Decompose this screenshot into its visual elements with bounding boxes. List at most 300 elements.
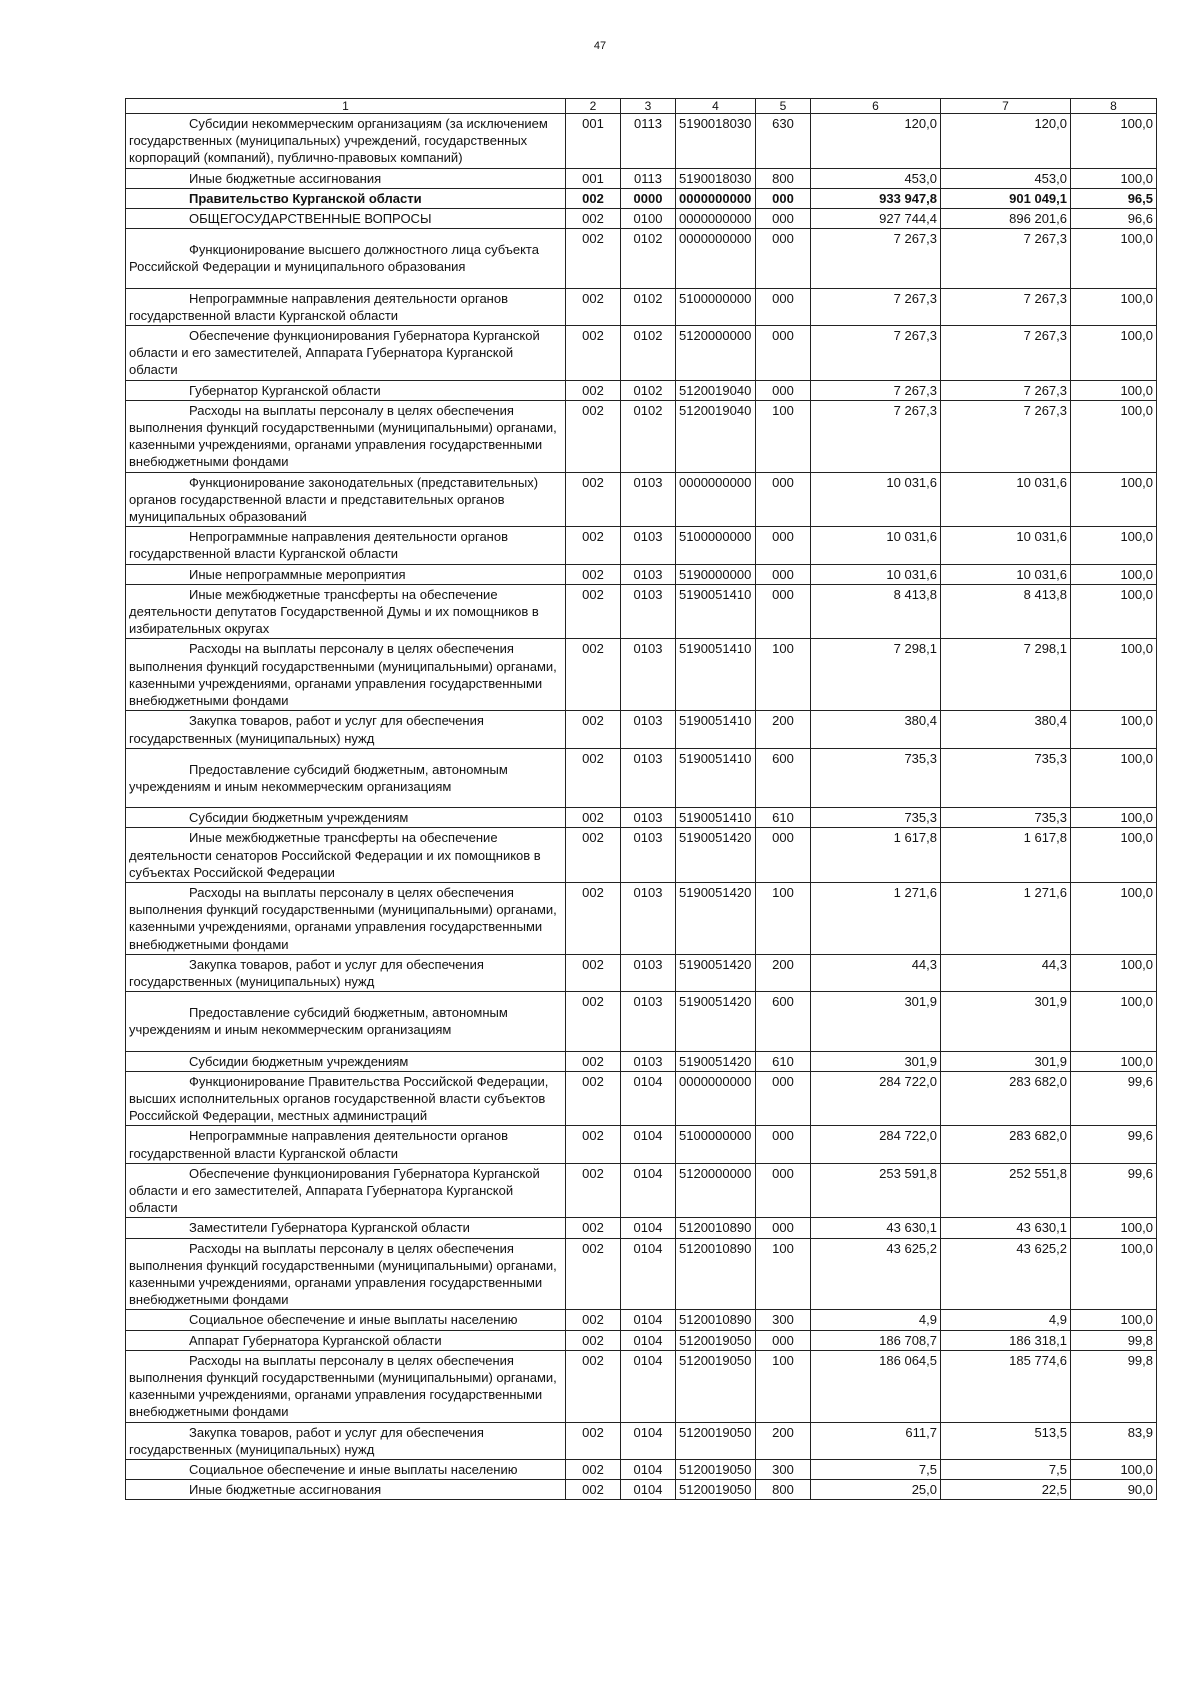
row-ministry-code: 002 [566,288,621,325]
row-executed: 453,0 [941,168,1071,188]
row-section-code: 0103 [621,564,676,584]
row-percent: 100,0 [1071,954,1157,991]
row-ministry-code: 002 [566,1238,621,1310]
row-planned: 7,5 [811,1460,941,1480]
header-cell: 3 [621,99,676,114]
row-expense-type: 300 [756,1310,811,1330]
row-ministry-code: 002 [566,1310,621,1330]
row-planned: 1 617,8 [811,828,941,883]
row-executed: 735,3 [941,808,1071,828]
row-percent: 100,0 [1071,1460,1157,1480]
row-target-code: 5120019040 [676,400,756,472]
row-name: Непрограммные направления деятельности органов государственной власти Курганской области [126,1126,566,1163]
row-section-code: 0103 [621,882,676,954]
row-section-code: 0100 [621,209,676,229]
row-planned: 43 625,2 [811,1238,941,1310]
row-planned: 7 267,3 [811,380,941,400]
row-name: Расходы на выплаты персоналу в целях обеспечения выполнения функций государственными (муниципальными) органами, казенными учреждениями, органами управления государственными внебюджетными фондами [126,1350,566,1422]
row-name: Правительство Курганской области [126,188,566,208]
row-name: Субсидии некоммерческим организациям (за исключением государственных (муниципальных) учреждений, государственных корпораций (компаний), публично-правовых компаний) [126,114,566,169]
row-percent: 100,0 [1071,808,1157,828]
page-number: 47 [593,40,607,52]
row-target-code: 5120019050 [676,1330,756,1350]
row-name: Предоставление субсидий бюджетным, автономным учреждениям и иным некоммерческим организациям [126,748,566,807]
row-percent: 83,9 [1071,1422,1157,1459]
row-percent: 100,0 [1071,527,1157,564]
row-section-code: 0102 [621,326,676,381]
row-planned: 4,9 [811,1310,941,1330]
row-expense-type: 600 [756,992,811,1051]
row-section-code: 0103 [621,639,676,711]
table-row [126,288,1157,325]
row-target-code: 5120000000 [676,1163,756,1218]
row-name: Расходы на выплаты персоналу в целях обеспечения выполнения функций государственными (муниципальными) органами, казенными учреждениями, органами управления государственными внебюджетными фондами [126,400,566,472]
row-section-code: 0102 [621,288,676,325]
row-target-code: 5190051420 [676,828,756,883]
row-expense-type: 610 [756,1051,811,1071]
row-section-code: 0103 [621,954,676,991]
row-name: Закупка товаров, работ и услуг для обеспечения государственных (муниципальных) нужд [126,711,566,748]
header-row [126,99,1157,114]
row-expense-type: 100 [756,1238,811,1310]
table-row [126,326,1157,381]
row-percent: 100,0 [1071,1310,1157,1330]
row-section-code: 0104 [621,1126,676,1163]
table-row [126,808,1157,828]
table-row [126,584,1157,639]
row-percent: 100,0 [1071,584,1157,639]
table-row [126,229,1157,288]
row-expense-type: 000 [756,828,811,883]
row-target-code: 5120010890 [676,1238,756,1310]
row-planned: 7 267,3 [811,288,941,325]
row-executed: 10 031,6 [941,527,1071,564]
table-row [126,954,1157,991]
table-row [126,209,1157,229]
row-section-code: 0103 [621,711,676,748]
row-percent: 100,0 [1071,288,1157,325]
row-percent: 100,0 [1071,564,1157,584]
row-executed: 7 267,3 [941,400,1071,472]
row-executed: 185 774,6 [941,1350,1071,1422]
row-section-code: 0103 [621,808,676,828]
row-expense-type: 000 [756,527,811,564]
row-target-code: 5190051410 [676,748,756,807]
row-target-code: 5100000000 [676,1126,756,1163]
table-row [126,748,1157,807]
row-percent: 100,0 [1071,828,1157,883]
row-name: Социальное обеспечение и иные выплаты населению [126,1460,566,1480]
row-section-code: 0102 [621,380,676,400]
table-row [126,400,1157,472]
table-row [126,1163,1157,1218]
row-ministry-code: 002 [566,1330,621,1350]
row-percent: 100,0 [1071,168,1157,188]
row-planned: 25,0 [811,1480,941,1500]
row-name: Функционирование Правительства Российской Федерации, высших исполнительных органов государственной власти субъектов Российской Федерации, местных администраций [126,1071,566,1126]
row-section-code: 0113 [621,168,676,188]
row-planned: 301,9 [811,1051,941,1071]
row-expense-type: 000 [756,1330,811,1350]
row-executed: 7 267,3 [941,229,1071,288]
row-ministry-code: 002 [566,584,621,639]
row-expense-type: 200 [756,711,811,748]
row-ministry-code: 002 [566,639,621,711]
row-planned: 8 413,8 [811,584,941,639]
row-section-code: 0104 [621,1330,676,1350]
row-planned: 253 591,8 [811,1163,941,1218]
row-target-code: 5120019050 [676,1422,756,1459]
row-expense-type: 200 [756,954,811,991]
header-cell: 5 [756,99,811,114]
row-expense-type: 000 [756,472,811,527]
table-row [126,1460,1157,1480]
row-name: Иные непрограммные мероприятия [126,564,566,584]
row-name: ОБЩЕГОСУДАРСТВЕННЫЕ ВОПРОСЫ [126,209,566,229]
row-executed: 283 682,0 [941,1071,1071,1126]
row-planned: 611,7 [811,1422,941,1459]
table-row [126,1480,1157,1500]
row-target-code: 0000000000 [676,1071,756,1126]
row-planned: 10 031,6 [811,472,941,527]
row-executed: 22,5 [941,1480,1071,1500]
row-ministry-code: 002 [566,882,621,954]
row-planned: 7 267,3 [811,229,941,288]
row-section-code: 0104 [621,1310,676,1330]
row-planned: 933 947,8 [811,188,941,208]
row-executed: 120,0 [941,114,1071,169]
row-name: Предоставление субсидий бюджетным, автономным учреждениям и иным некоммерческим организациям [126,992,566,1051]
row-percent: 99,8 [1071,1330,1157,1350]
row-target-code: 5100000000 [676,527,756,564]
header-cell: 1 [126,99,566,114]
row-ministry-code: 002 [566,992,621,1051]
row-planned: 453,0 [811,168,941,188]
row-name: Функционирование законодательных (представительных) органов государственной власти и представительных органов муниципальных образований [126,472,566,527]
header-cell: 8 [1071,99,1157,114]
row-percent: 99,6 [1071,1126,1157,1163]
row-name: Функционирование высшего должностного лица субъекта Российской Федерации и муниципального образования [126,229,566,288]
row-expense-type: 000 [756,564,811,584]
row-percent: 96,6 [1071,209,1157,229]
row-target-code: 5120019050 [676,1460,756,1480]
row-executed: 7,5 [941,1460,1071,1480]
row-section-code: 0103 [621,472,676,527]
row-name: Заместители Губернатора Курганской области [126,1218,566,1238]
row-planned: 380,4 [811,711,941,748]
table-row [126,564,1157,584]
row-ministry-code: 002 [566,1218,621,1238]
row-ministry-code: 002 [566,748,621,807]
row-executed: 301,9 [941,1051,1071,1071]
row-percent: 99,8 [1071,1350,1157,1422]
table-row [126,380,1157,400]
row-target-code: 5190051420 [676,882,756,954]
row-section-code: 0104 [621,1460,676,1480]
row-ministry-code: 001 [566,114,621,169]
row-percent: 100,0 [1071,748,1157,807]
row-ministry-code: 002 [566,400,621,472]
row-planned: 10 031,6 [811,527,941,564]
row-expense-type: 100 [756,882,811,954]
row-executed: 8 413,8 [941,584,1071,639]
row-executed: 1 617,8 [941,828,1071,883]
row-expense-type: 100 [756,1350,811,1422]
row-executed: 301,9 [941,992,1071,1051]
row-name: Губернатор Курганской области [126,380,566,400]
row-name: Непрограммные направления деятельности органов государственной власти Курганской области [126,527,566,564]
row-percent: 100,0 [1071,882,1157,954]
row-expense-type: 000 [756,209,811,229]
table-row [126,472,1157,527]
table-row [126,882,1157,954]
row-expense-type: 300 [756,1460,811,1480]
row-name: Иные бюджетные ассигнования [126,1480,566,1500]
row-ministry-code: 002 [566,472,621,527]
table-row [126,1422,1157,1459]
table-row [126,711,1157,748]
row-target-code: 0000000000 [676,472,756,527]
row-percent: 100,0 [1071,380,1157,400]
row-planned: 186 064,5 [811,1350,941,1422]
header-cell: 7 [941,99,1071,114]
row-executed: 43 630,1 [941,1218,1071,1238]
header-cell: 4 [676,99,756,114]
row-section-code: 0102 [621,229,676,288]
row-target-code: 5190051410 [676,711,756,748]
row-section-code: 0104 [621,1422,676,1459]
row-executed: 10 031,6 [941,472,1071,527]
row-expense-type: 000 [756,380,811,400]
row-planned: 7 267,3 [811,326,941,381]
table-row [126,1071,1157,1126]
row-planned: 44,3 [811,954,941,991]
row-expense-type: 630 [756,114,811,169]
row-target-code: 5120019050 [676,1480,756,1500]
row-expense-type: 000 [756,188,811,208]
row-expense-type: 000 [756,288,811,325]
row-executed: 43 625,2 [941,1238,1071,1310]
row-section-code: 0103 [621,748,676,807]
row-ministry-code: 002 [566,1480,621,1500]
row-ministry-code: 001 [566,168,621,188]
row-percent: 100,0 [1071,1051,1157,1071]
row-percent: 100,0 [1071,1238,1157,1310]
row-ministry-code: 002 [566,1422,621,1459]
row-ministry-code: 002 [566,711,621,748]
row-name: Обеспечение функционирования Губернатора Курганской области и его заместителей, Аппарата Губернатора Курганской области [126,326,566,381]
row-target-code: 5190000000 [676,564,756,584]
row-name: Иные бюджетные ассигнования [126,168,566,188]
row-executed: 252 551,8 [941,1163,1071,1218]
row-ministry-code: 002 [566,1071,621,1126]
row-executed: 7 267,3 [941,288,1071,325]
table-row [126,1218,1157,1238]
table-row [126,1126,1157,1163]
row-planned: 186 708,7 [811,1330,941,1350]
table-row [126,639,1157,711]
table-row [126,1330,1157,1350]
row-section-code: 0104 [621,1350,676,1422]
row-target-code: 5190051420 [676,954,756,991]
row-section-code: 0104 [621,1238,676,1310]
row-ministry-code: 002 [566,1126,621,1163]
row-target-code: 5190051410 [676,808,756,828]
row-executed: 7 267,3 [941,326,1071,381]
row-percent: 100,0 [1071,992,1157,1051]
row-expense-type: 000 [756,584,811,639]
row-name: Закупка товаров, работ и услуг для обеспечения государственных (муниципальных) нужд [126,1422,566,1459]
row-target-code: 5120000000 [676,326,756,381]
row-ministry-code: 002 [566,1163,621,1218]
row-section-code: 0104 [621,1163,676,1218]
row-ministry-code: 002 [566,209,621,229]
row-ministry-code: 002 [566,1460,621,1480]
row-expense-type: 600 [756,748,811,807]
row-percent: 100,0 [1071,1218,1157,1238]
row-section-code: 0103 [621,584,676,639]
table-row [126,1238,1157,1310]
row-name: Расходы на выплаты персоналу в целях обеспечения выполнения функций государственными (муниципальными) органами, казенными учреждениями, органами управления государственными внебюджетными фондами [126,882,566,954]
row-percent: 100,0 [1071,639,1157,711]
row-expense-type: 000 [756,1126,811,1163]
row-ministry-code: 002 [566,564,621,584]
row-section-code: 0102 [621,400,676,472]
row-percent: 100,0 [1071,400,1157,472]
row-ministry-code: 002 [566,808,621,828]
row-expense-type: 000 [756,1163,811,1218]
row-percent: 100,0 [1071,472,1157,527]
row-executed: 283 682,0 [941,1126,1071,1163]
row-executed: 1 271,6 [941,882,1071,954]
row-ministry-code: 002 [566,1051,621,1071]
row-ministry-code: 002 [566,188,621,208]
row-expense-type: 800 [756,1480,811,1500]
row-expense-type: 000 [756,1218,811,1238]
table-row [126,1350,1157,1422]
row-section-code: 0103 [621,828,676,883]
row-section-code: 0104 [621,1071,676,1126]
row-percent: 99,6 [1071,1071,1157,1126]
row-name: Расходы на выплаты персоналу в целях обеспечения выполнения функций государственными (муниципальными) органами, казенными учреждениями, органами управления государственными внебюджетными фондами [126,1238,566,1310]
row-target-code: 5190051410 [676,584,756,639]
row-percent: 96,5 [1071,188,1157,208]
row-expense-type: 000 [756,1071,811,1126]
table-row [126,992,1157,1051]
row-section-code: 0104 [621,1480,676,1500]
row-expense-type: 800 [756,168,811,188]
row-ministry-code: 002 [566,527,621,564]
table-row [126,828,1157,883]
row-target-code: 5120010890 [676,1218,756,1238]
row-expense-type: 000 [756,229,811,288]
row-ministry-code: 002 [566,828,621,883]
budget-table [125,98,1157,1500]
row-target-code: 0000000000 [676,188,756,208]
row-executed: 380,4 [941,711,1071,748]
row-target-code: 5190051420 [676,1051,756,1071]
row-executed: 10 031,6 [941,564,1071,584]
row-name: Аппарат Губернатора Курганской области [126,1330,566,1350]
row-percent: 99,6 [1071,1163,1157,1218]
row-section-code: 0103 [621,1051,676,1071]
row-section-code: 0103 [621,992,676,1051]
row-executed: 896 201,6 [941,209,1071,229]
row-executed: 901 049,1 [941,188,1071,208]
table-row [126,527,1157,564]
row-percent: 100,0 [1071,711,1157,748]
row-planned: 7 298,1 [811,639,941,711]
table-row [126,1051,1157,1071]
row-ministry-code: 002 [566,380,621,400]
row-target-code: 5120019040 [676,380,756,400]
row-target-code: 5190051410 [676,639,756,711]
row-target-code: 5100000000 [676,288,756,325]
row-name: Обеспечение функционирования Губернатора Курганской области и его заместителей, Аппарата Губернатора Курганской области [126,1163,566,1218]
row-ministry-code: 002 [566,229,621,288]
row-executed: 7 267,3 [941,380,1071,400]
row-expense-type: 000 [756,326,811,381]
row-executed: 4,9 [941,1310,1071,1330]
table-row [126,188,1157,208]
header-cell: 2 [566,99,621,114]
row-section-code: 0104 [621,1218,676,1238]
row-executed: 7 298,1 [941,639,1071,711]
row-name: Социальное обеспечение и иные выплаты населению [126,1310,566,1330]
row-section-code: 0103 [621,527,676,564]
row-target-code: 0000000000 [676,229,756,288]
row-planned: 7 267,3 [811,400,941,472]
row-target-code: 0000000000 [676,209,756,229]
row-expense-type: 100 [756,400,811,472]
row-ministry-code: 002 [566,1350,621,1422]
row-target-code: 5190051420 [676,992,756,1051]
row-planned: 735,3 [811,808,941,828]
row-percent: 100,0 [1071,114,1157,169]
row-executed: 44,3 [941,954,1071,991]
header-cell: 6 [811,99,941,114]
row-ministry-code: 002 [566,954,621,991]
row-planned: 43 630,1 [811,1218,941,1238]
table-row [126,1310,1157,1330]
row-expense-type: 200 [756,1422,811,1459]
row-planned: 284 722,0 [811,1126,941,1163]
row-target-code: 5190018030 [676,114,756,169]
row-target-code: 5120019050 [676,1350,756,1422]
row-planned: 1 271,6 [811,882,941,954]
row-expense-type: 610 [756,808,811,828]
table-row [126,114,1157,169]
row-percent: 100,0 [1071,229,1157,288]
row-section-code: 0000 [621,188,676,208]
row-planned: 284 722,0 [811,1071,941,1126]
row-name: Закупка товаров, работ и услуг для обеспечения государственных (муниципальных) нужд [126,954,566,991]
row-target-code: 5120010890 [676,1310,756,1330]
row-planned: 301,9 [811,992,941,1051]
row-planned: 120,0 [811,114,941,169]
row-executed: 735,3 [941,748,1071,807]
row-section-code: 0113 [621,114,676,169]
row-name: Субсидии бюджетным учреждениям [126,808,566,828]
row-planned: 10 031,6 [811,564,941,584]
row-executed: 513,5 [941,1422,1071,1459]
row-percent: 90,0 [1071,1480,1157,1500]
row-name: Субсидии бюджетным учреждениям [126,1051,566,1071]
row-planned: 735,3 [811,748,941,807]
row-name: Иные межбюджетные трансферты на обеспечение деятельности депутатов Государственной Думы и их помощников в избирательных округах [126,584,566,639]
row-name: Иные межбюджетные трансферты на обеспечение деятельности сенаторов Российской Федерации и их помощников в субъектах Российской Федерации [126,828,566,883]
row-ministry-code: 002 [566,326,621,381]
